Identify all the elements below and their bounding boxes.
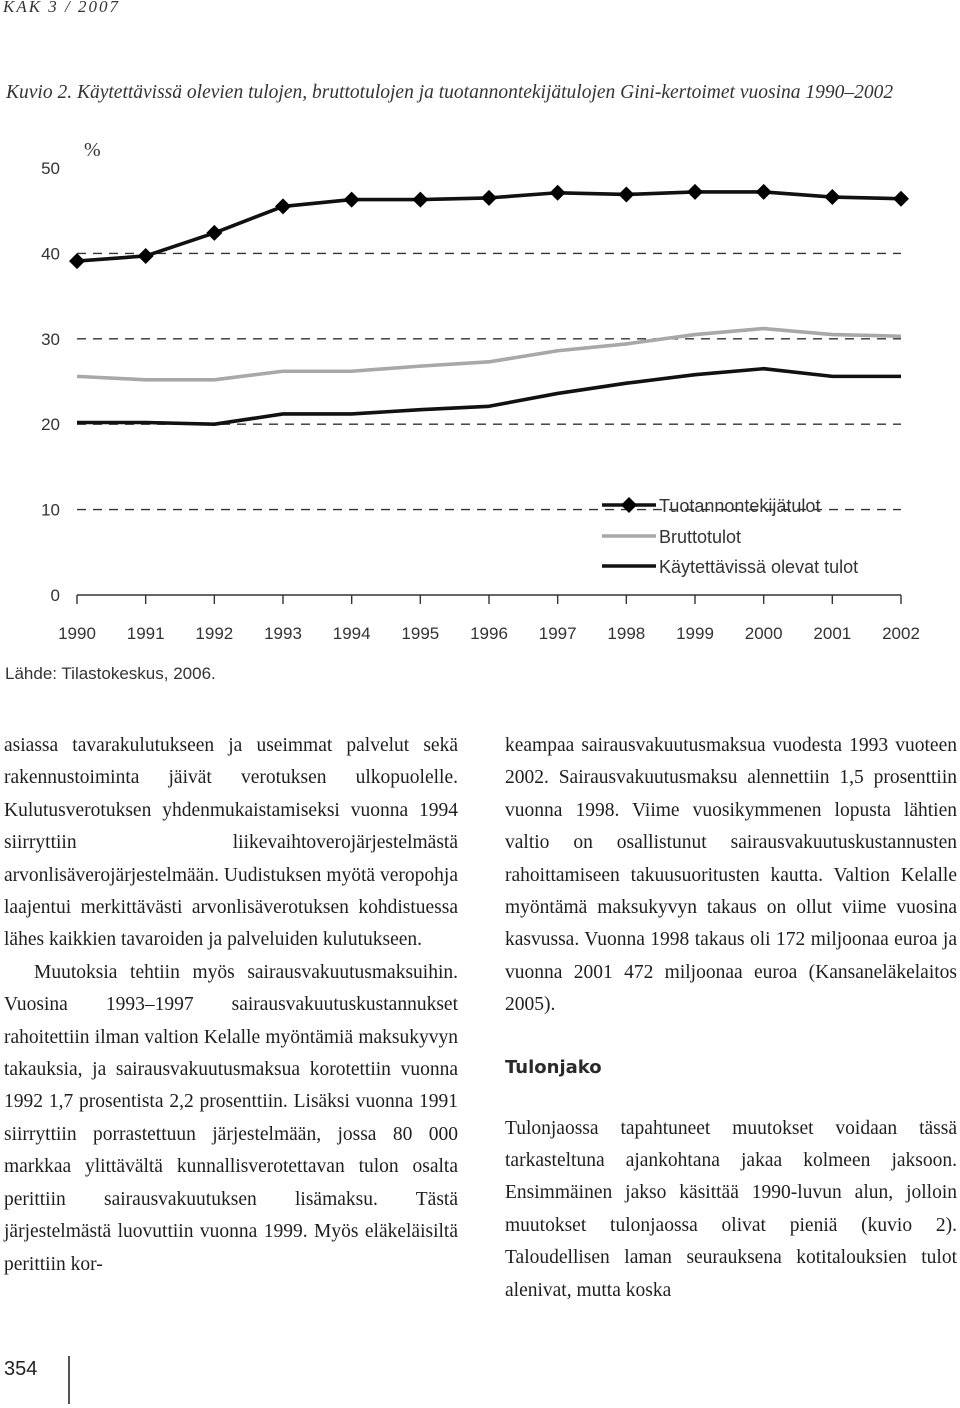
x-tick-label: 1992 [195,624,234,643]
data-point-diamond [824,189,840,205]
data-point-diamond [138,248,154,264]
x-tick-label: 2002 [882,624,920,643]
figure-caption: Kuvio 2. Käytettävissä olevien tulojen, bruttotulojen ja tuotannontekijätulojen Gini-kertoimet vuosina 1990–2002 [6,82,894,103]
x-tick-label: 1997 [538,624,577,643]
legend-label: Käytettävissä olevat tulot [659,557,859,577]
paragraph: Tulonjaossa tapahtuneet muutokset voidaan tässä tarkasteltuna ajankohtana jakaa kolmeen jaksoon. Ensimmäinen jakso käsittää 1990-luvun alun, jolloin muutokset tulonjaossa olivat pieniä (kuvio 2). Taloudellisen laman seurauksena kotitalouksien tulot alenivat, mutta koska [505,1117,957,1301]
legend-label: Tuotannontekijätulot [659,496,821,516]
data-point-diamond [893,191,909,207]
legend-label: Bruttotulot [659,527,742,547]
data-point-diamond [550,185,566,201]
y-tick-label: 50 [41,159,60,178]
series-line [77,329,901,380]
page-number: 354 [4,1358,38,1380]
section-heading: Tulonjako [505,1056,602,1078]
x-tick-label: 2001 [813,624,852,643]
x-tick-label: 2000 [744,624,783,643]
paragraph: asiassa tavarakulutukseen ja useimmat palvelut sekä rakennustoiminta jäivät verotuksen ulkopuolelle. Kulutusverotuksen yhdenmukaistamiseksi vuonna 1994 siirryttiin liikevaihtoverojärjestelmästä arvonlisäverojärjestelmään. Uudistuksen myötä veropohja laajentui merkittävästi arvonlisäverotuksen kohdistuessa lähes kaikkien tavaroiden ja palveluiden kulutukseen. [4,735,458,951]
body-column-left [4,730,458,1281]
y-axis-unit-label: % [84,139,101,161]
data-point-diamond [275,198,291,214]
chart-legend [602,496,858,577]
y-tick-label: 30 [41,329,60,349]
legend-diamond [621,497,637,513]
paragraph: Muutoksia tehtiin myös sairausvakuutusmaksuihin. Vuosina 1993–1997 sairausvakuutuskustannukset rahoitettiin ilman valtion Kelalle myöntämiä maksukyvyn takauksia, ja sairausvakuutusmaksua korotettiin vuonna 1992 1,7 prosentista 2,2 prosenttiin. Lisäksi vuonna 1991 siirryttiin porrastettuun järjestelmään, jossa 80 000 markkaa ylittävältä kunnallisverotettavan tulon osalta perittiin sairausvakuutuksen lisämaksu. Tästä järjestelmästä luovuttiin vuonna 1999. Myös eläkeläisiltä perittiin kor- [4,961,458,1275]
data-point-diamond [412,192,428,208]
x-tick-label: 1999 [676,624,714,643]
x-tick-label: 1990 [58,624,96,643]
data-point-diamond [618,186,634,202]
x-tick-label: 1993 [264,624,302,643]
x-tick-label: 1998 [607,624,646,643]
body-column-right [505,730,957,1307]
data-point-diamond [756,184,772,200]
x-axis [58,595,920,643]
data-point-diamond [687,184,703,200]
data-point-diamond [69,253,85,269]
x-tick-label: 1991 [126,624,165,643]
data-point-diamond [481,190,497,206]
y-tick-label: 40 [41,244,60,264]
page-number-divider [68,1356,70,1404]
y-tick-label: 0 [50,586,60,605]
data-point-diamond [344,192,360,208]
series-group [69,184,909,424]
y-tick-label: 20 [41,415,60,435]
gini-line-chart [0,0,960,660]
figure-source: Lähde: Tilastokeskus, 2006. [5,664,216,683]
x-tick-label: 1995 [401,624,440,643]
x-tick-label: 1996 [470,624,508,643]
x-tick-label: 1994 [332,624,371,643]
journal-header: KAK 3 / 2007 [3,0,121,16]
paragraph: keampaa sairausvakuutusmaksua vuodesta 1993 vuoteen 2002. Sairausvakuutusmaksu alennettiin 1,5 prosenttiin vuonna 1998. Viime vuosikymmenen lopusta lähtien valtio on osallistunut sairausvakuutuskustannusten rahoittamiseen takuusuoritusten kautta. Valtion Kelalle myöntämä maksukyvyn takaus on ollut viime vuosina kasvussa. Vuonna 1998 takaus oli 172 miljoonaa euroa ja vuonna 2001 472 miljoonaa euroa (Kansaneläkelaitos 2005). [505,735,957,1016]
data-point-diamond [206,225,222,241]
series-line [77,369,901,425]
y-axis-labels [41,159,60,605]
y-tick-label: 10 [41,500,60,520]
